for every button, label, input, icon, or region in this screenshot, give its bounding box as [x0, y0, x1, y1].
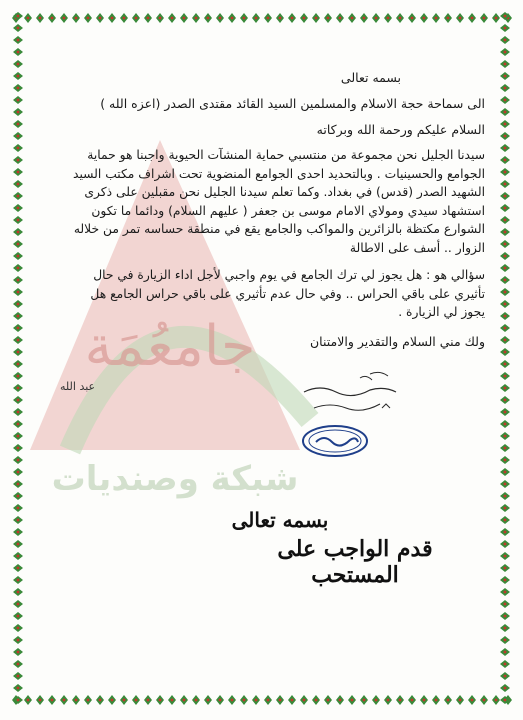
letter-greeting: السلام عليكم ورحمة الله وبركاته [316, 122, 485, 137]
letter-basmala: بسمه تعالى [340, 70, 401, 85]
paragraph-line: استشهاد سيدي ومولاي الامام موسى بن جعفر ( عليهم السلام) ودائما ما تكون [91, 203, 485, 218]
watermark-text-main: جامعُمَة [84, 314, 256, 379]
letter-paragraph-1 [45, 146, 485, 257]
border-bottom-ornament [10, 692, 513, 708]
paragraph-line: الجوامع والحسينيات . وبالتحديد احدى الجوامع المنضوية تحت اشراف مكتب السيد [73, 166, 485, 181]
letter-closing: ولك مني السلام والتقدير والامتنان [309, 334, 485, 349]
watermark-text-sub: شبكة وصنديات [51, 459, 299, 499]
paragraph-line: سؤالي هو : هل يجوز لي ترك الجامع في يوم واجبي لأجل اداء الزيارة في حال [93, 268, 485, 282]
letter-paragraph-2 [45, 266, 485, 322]
paragraph-line: الشهيد الصدر (قدس) في بغداد. وكما تعلم سيدنا الجليل نحن مقبلين على ذكرى [84, 185, 485, 199]
paragraph-line: تأثيري على باقي الحراس .. وفي حال عدم تأثيري على باقي حراس الجامع هل [90, 286, 485, 301]
handwritten-signature [300, 368, 400, 416]
paragraph-line: الزوار .. أسف على الاطالة [349, 240, 485, 255]
sender-name: عبد الله [60, 380, 96, 393]
border-right-ornament [497, 10, 513, 708]
border-top-ornament [10, 10, 513, 26]
paragraph-line: يجوز لي الزيارة . [398, 305, 485, 319]
paragraph-line: الشوارع مكتظة بالزائرين والمواكب والجامع يقع في منطقة حساسه تمر من خلاله [73, 222, 485, 236]
reply-basmala: بسمه تعالى [231, 508, 329, 532]
paragraph-line: سيدنا الجليل نحن مجموعة من منتسبي حماية المنشآت الحيوية واجبنا هو حماية [87, 148, 485, 162]
reply-answer: قدم الواجب على المستحب [277, 536, 433, 588]
letter-addressee: الى سماحة حجة الاسلام والمسلمين السيد القائد مقتدى الصدر (اعزه الله ) [100, 96, 485, 111]
office-stamp [300, 424, 370, 458]
